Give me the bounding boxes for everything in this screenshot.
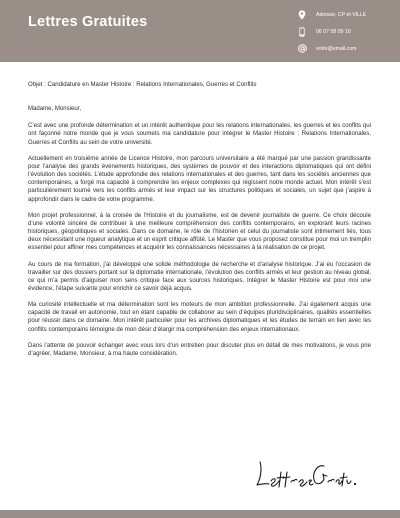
contact-address <box>296 6 396 23</box>
letter-paragraph: Ma curiosité intellectuelle et ma détermination sont les moteurs de mon ambition professionnelle. J’ai également acquis une capacité de travail en autonomie, tout en étant capable de collaborer au sein d’équipes pluridisciplinaires, qualités essentielles pour réussir dans ce domaine. Mon intérêt particulier pour les archives diplomatiques et les études de terrain en lien avec les conflits contemporains témoigne de mon désir d’élargir ma compréhension des enjeux internationaux. <box>28 302 371 333</box>
letter-paragraph: Au cours de ma formation, j’ai développé une solide méthodologie de recherche et d’analyse historique. J’ai eu l’occasion de travailler sur des dossiers portant sur la diplomatie internationale, l’évolution des conflits armés et leur gestion au niveau global, ce qui m’a permis d’aiguiser mon sens critique face aux sources historiques. Intégrer le Master Histoire est pour moi une évidence, l’étape suivante pour enrichir ce savoir déjà acquis. <box>28 261 371 292</box>
phone-icon <box>296 26 308 38</box>
email-text: votre@email.com <box>316 45 357 52</box>
letter-paragraph: Dans l’attente de pouvoir échanger avec vous lors d’un entretien pour discuter plus en détail de mes motivations, je vous prie d’agréer, Madame, Monsieur, à ma haute considération. <box>28 342 371 357</box>
letter-salutation: Madame, Monsieur, <box>28 106 82 113</box>
letter-body <box>28 81 371 366</box>
letter-paragraph: Mon projet professionnel, à la croisée de l’Histoire et du journalisme, est de devenir journaliste de guerre. Ce choix découle d’une volonté sincère de contribuer à une meilleure compréhension des conflits contemporains, en explorant leurs racines historiques, géopolitiques et sociales. Dans ce domaine, le rôle de l’historien et celui du journaliste sont intimement liés, tous deux nécessitant une rigueur analytique et un esprit critique affûté. Le Master que vous proposez constitue pour moi un tremplin essentiel pour affiner mes compétences et acquérir les connaissances nécessaires à la réalisation de ce projet. <box>28 212 371 252</box>
letter-paragraph: Actuellement en troisième année de Licence Histoire, mon parcours universitaire a été marqué par une passion grandissante pour l’analyse des grands événements historiques, des systèmes de pouvoir et des interactions diplomatiques qui ont défini l’évolution des sociétés. L’étude approfondie des relations internationales et des guerres, tant dans les sociétés anciennes que contemporaines, a forgé ma capacité à comprendre les enjeux complexes qui régissent notre monde actuel. Mon intérêt s’est particulièrement tourné vers les conflits armés et leur impact sur les structures politiques et sociales, un sujet que j’aspire à approfondir dans le cadre de votre programme. <box>28 155 371 203</box>
contact-block <box>296 6 396 57</box>
contact-phone <box>296 23 396 40</box>
contact-email <box>296 40 396 57</box>
page-header <box>0 0 400 62</box>
phone-text: 06 07 08 09 10 <box>316 28 351 35</box>
location-pin-icon <box>296 9 308 21</box>
letter-subject: Objet : Candidature en Master Histoire : Relations Internationales, Guerres et Conflits <box>28 82 257 88</box>
address-text: Adresse, CP et VILLE <box>316 11 367 18</box>
brand-title: Lettres Gratuites <box>28 14 148 30</box>
letter-paragraph: C’est avec une profonde détermination et un intérêt authentique pour les relations internationales, les guerres et les conflits qui ont façonné notre monde que je vous soumets ma candidature pour intégrer le Master Histoire : Relations Internationales, Guerres et Conflits au sein de votre université. <box>28 123 371 146</box>
page-footer-bar <box>0 510 400 518</box>
handwritten-signature <box>252 454 362 494</box>
at-sign-icon <box>296 43 308 55</box>
